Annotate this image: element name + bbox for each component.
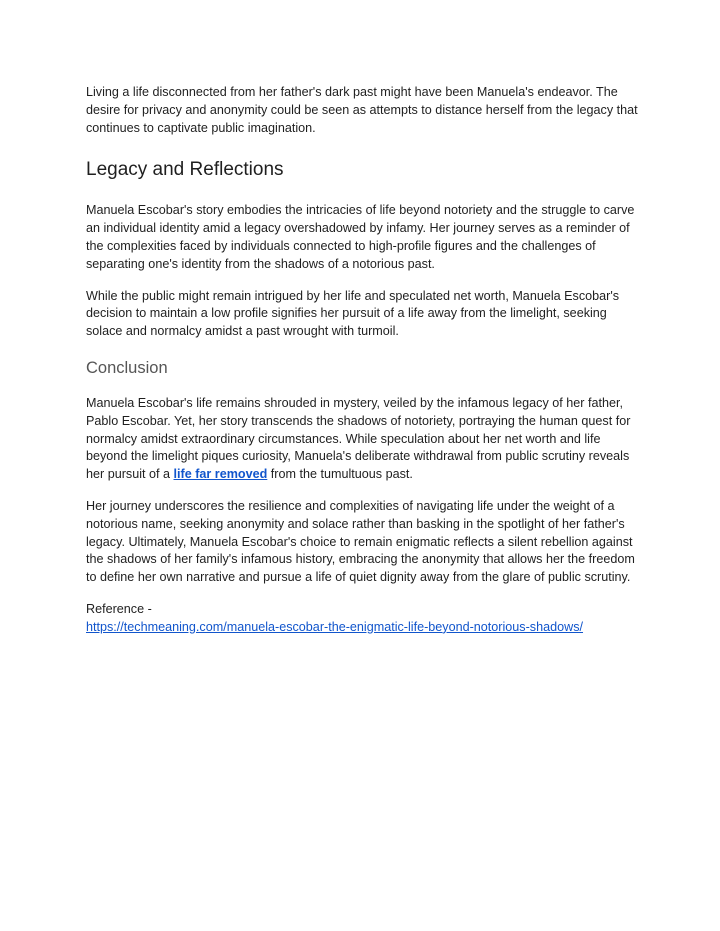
conclusion-paragraph-2: Her journey underscores the resilience and complexities of navigating life under the weight of a notorious name, seeking anonymity and solace rather than basking in the spotlight of her father's legacy. Ultimately, Manuela Escobar's choice to remain enigmatic reflects a silent rebellion against the shadows of her family's infamous history, embracing the anonymity that allows her the freedom to define her own narrative and pursue a life of quiet dignity away from the glare of public scrutiny.	[86, 498, 635, 585]
life-far-removed-link[interactable]: life far removed	[173, 467, 268, 482]
legacy-paragraph-1: Manuela Escobar's story embodies the intricacies of life beyond notoriety and the struggle to carve an individual identity amid a legacy overshadowed by infamy. Her journey serves as a reminder of the complexities faced by individuals connected to high-profile figures and the challenges of separating one's identity from the shadows of a notorious past.	[86, 203, 635, 271]
conclusion-paragraph-1-text-after: from the tumultuous past.	[267, 467, 413, 482]
legacy-paragraph-2: While the public might remain intrigued by her life and speculated net worth, Manuela Escobar's decision to maintain a low profile signifies her pursuit of a life away from the limelight, seeking solace and normalcy amidst a past wrought with turmoil.	[86, 288, 620, 339]
reference-link[interactable]: https://techmeaning.com/manuela-escobar-the-enigmatic-life-beyond-notorious-shadows/	[86, 619, 584, 634]
reference-label: Reference -	[86, 601, 152, 616]
conclusion-heading: Conclusion	[86, 358, 168, 377]
legacy-heading: Legacy and Reflections	[86, 159, 284, 181]
intro-paragraph: Living a life disconnected from her father's dark past might have been Manuela's endeavor. The desire for privacy and anonymity could be seen as attempts to distance herself from the legacy that continues to captivate public imagination.	[86, 85, 638, 135]
reference-block	[86, 601, 640, 637]
conclusion-paragraph-1	[86, 395, 640, 484]
conclusion-paragraph-1-text-before: Manuela Escobar's life remains shrouded in mystery, veiled by the infamous legacy of her father, Pablo Escobar. Yet, her story transcends the shadows of notoriety, portraying the human quest for normalcy amidst extraordinary circumstances. While speculation about her net worth and life beyond the limelight piques curiosity, Manuela's deliberate withdrawal from public scrutiny reveals her pursuit of a	[86, 395, 631, 482]
